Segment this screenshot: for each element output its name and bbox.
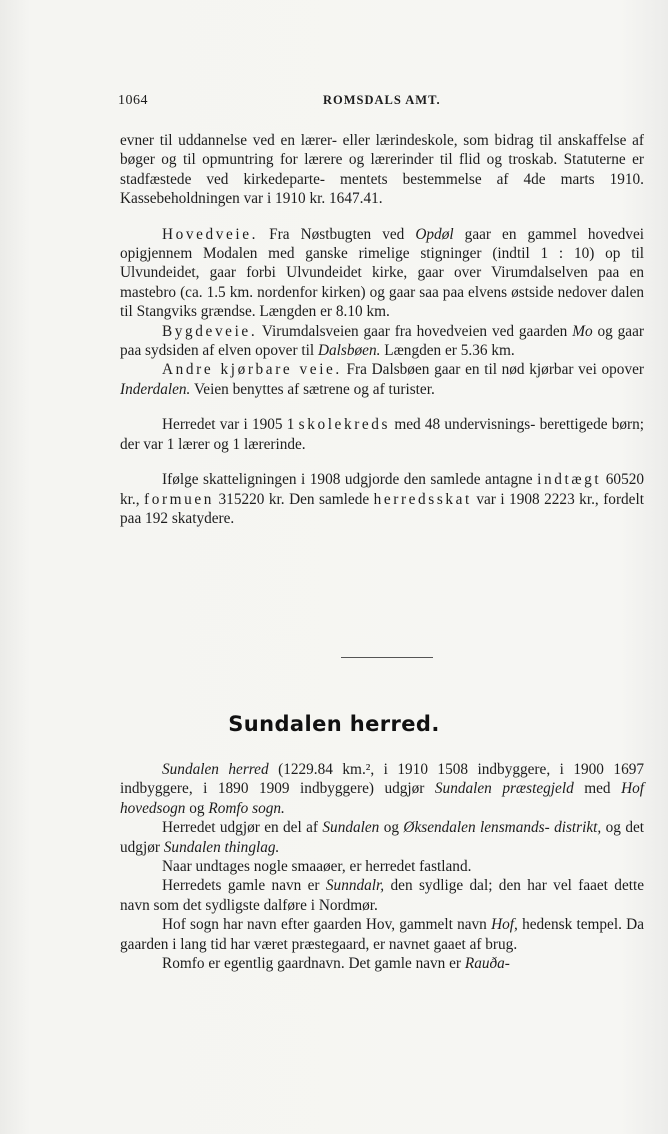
running-title: ROMSDALS AMT. xyxy=(323,93,441,107)
top-text-block xyxy=(120,131,644,528)
paragraph-intro: Sundalen herred (1229.84 km.², i 1910 1508 indbyggere, i 1900 1697 indbyggere, i 1890 1909 indbyggere) udgjør Sundalen præstegjeld med Hof hovedsogn og Romfo sogn. xyxy=(120,761,645,817)
bygdeveie-label: Bygdeveie. xyxy=(162,322,258,340)
paragraph-romfo: Romfo er egentlig gaardnavn. Det gamle navn er Rauða- xyxy=(162,955,510,973)
paragraph-skole: Herredet var i 1905 1 skolekreds med 48 undervisnings- berettigede børn; der var 1 lærer og 1 lærerinde. xyxy=(120,416,645,453)
paragraph-hovedveie: Hovedveie. Fra Nøstbugten ved Opdøl gaar en gammel hovedvei opigjennem Modalen med ganske rimelige stigninger (indtil 1 : 10) op til Ulvundeidet, gaar forbi Ulvundeidet kirke, gaar over Virumdalselven paa en mastebro (ca. 1.5 km. nordenfor kirken) og gaar saa paa elvens østside nedover dalen til Stangviks grændse. Længden er 8.10 km. xyxy=(120,225,645,321)
section-heading: Sundalen herred. xyxy=(228,712,440,736)
section-text-block xyxy=(120,760,644,973)
paragraph-navn: Herredets gamle navn er Sunndalr, den sydlige dal; den har vel faaet dette navn som det sydligste dalføre i Nordmør. xyxy=(120,877,645,914)
paragraph-legacy: evner til uddannelse ved en lærer- eller lærindeskole, som bidrag til anskaffelse af bøger og til opmuntring for lærere og lærerinder til flid og troskab. Statuterne er stadfæstede ved kirkedeparte- mentets bestemmelse af 4de marts 1910. Kassebeholdningen var i 1910 kr. 1647.41. xyxy=(120,132,644,208)
andre-veie-label: Andre kjørbare veie. xyxy=(162,361,342,379)
paragraph-hof: Hof sogn har navn efter gaarden Hov, gammelt navn Hof, hedensk tempel. Da gaarden i lang tid har været præstegaard, er navnet gaaet af brug. xyxy=(120,916,645,953)
hovedveie-label: Hovedveie. xyxy=(162,225,259,243)
page-number: 1064 xyxy=(118,93,148,108)
paragraph-andre-veie: Andre kjørbare veie. Fra Dalsbøen gaar en til nød kjørbar vei opover Inderdalen. Veien benyttes af sætrene og af turister. xyxy=(120,361,644,398)
paragraph-lensmandsdistrikt: Herredet udgjør en del af Sundalen og Øksendalen lensmands- distrikt, og det udgjør Sundalen thinglag. xyxy=(120,819,645,856)
section-divider xyxy=(341,657,433,658)
paragraph-fastland: Naar undtages nogle smaaøer, er herredet fastland. xyxy=(162,858,472,876)
paragraph-bygdeveie: Bygdeveie. Virumdalsveien gaar fra hovedveien ved gaarden Mo og gaar paa sydsiden af elven opover til Dalsbøen. Længden er 5.36 km. xyxy=(120,322,644,360)
paragraph-skat: Ifølge skatteligningen i 1908 udgjorde den samlede antagne indtægt 60520 kr., formuen 315220 kr. Den samlede herredsskat var i 1908 2223 kr., fordelt paa 192 skatydere. xyxy=(120,471,645,527)
page-header xyxy=(118,93,646,113)
